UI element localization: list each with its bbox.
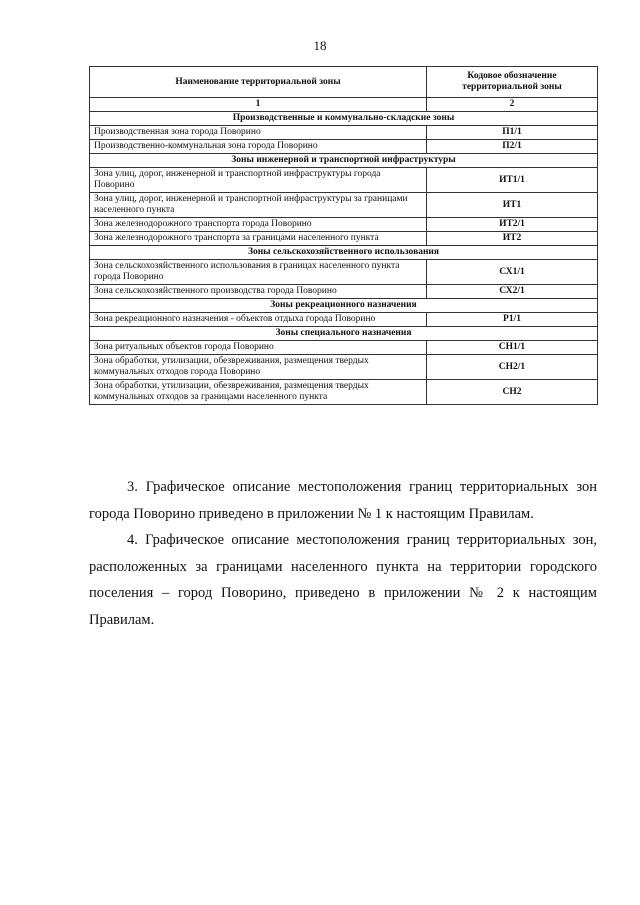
zone-code: П2/1 xyxy=(427,140,598,154)
column-number-row xyxy=(90,98,598,112)
header-zone-name: Наименование территориальной зоны xyxy=(90,67,427,98)
section-row xyxy=(90,154,598,168)
zone-code: ИТ2/1 xyxy=(427,218,598,232)
zone-name: Производственно-коммунальная зона города Поворино xyxy=(90,140,427,154)
zone-name: Производственная зона города Поворино xyxy=(90,126,427,140)
zones-table xyxy=(89,66,598,405)
zone-code: Р1/1 xyxy=(427,313,598,327)
table-row xyxy=(90,380,598,405)
section-title: Зоны рекреационного назначения xyxy=(90,299,598,313)
table-row xyxy=(90,126,598,140)
zone-name: Зона железнодорожного транспорта города Поворино xyxy=(90,218,427,232)
page-number: 18 xyxy=(313,38,327,53)
table-row xyxy=(90,341,598,355)
column-number: 2 xyxy=(427,98,598,112)
paragraph-4-text: 4. Графическое описание местоположения границ территориальных зон, расположенных за границами населенного пункта на территории городского поселения – город Поворино, приведено в приложении № 2 к настоящим Правилам. xyxy=(89,532,597,628)
table-row xyxy=(90,218,598,232)
table-row xyxy=(90,260,598,285)
paragraph-3 xyxy=(89,474,597,527)
table-row xyxy=(90,355,598,380)
zone-name: Зона улиц, дорог, инженерной и транспортной инфраструктуры за границами населенного пункта xyxy=(90,193,427,218)
section-row xyxy=(90,246,598,260)
zone-name: Зона обработки, утилизации, обезвреживания, размещения твердых коммунальных отходов города Поворино xyxy=(90,355,427,380)
section-title: Производственные и коммунально-складские зоны xyxy=(90,112,598,126)
zone-name: Зона рекреационного назначения - объектов отдыха города Поворино xyxy=(90,313,427,327)
column-number: 1 xyxy=(90,98,427,112)
section-row xyxy=(90,112,598,126)
table-row xyxy=(90,193,598,218)
paragraph-3-text: 3. Графическое описание местоположения границ территориальных зон города Поворино приведено в приложении № 1 к настоящим Правилам. xyxy=(89,479,597,522)
section-row xyxy=(90,327,598,341)
header-zone-code: Кодовое обозначение территориальной зоны xyxy=(427,67,598,98)
zone-name: Зона сельскохозяйственного использования в границах населенного пункта города Поворино xyxy=(90,260,427,285)
zone-name: Зона железнодорожного транспорта за границами населенного пункта xyxy=(90,232,427,246)
table-header-row xyxy=(90,67,598,98)
zone-code: СХ2/1 xyxy=(427,285,598,299)
zone-name: Зона сельскохозяйственного производства города Поворино xyxy=(90,285,427,299)
zone-code: СН1/1 xyxy=(427,341,598,355)
zone-code: ИТ1/1 xyxy=(427,168,598,193)
section-row xyxy=(90,299,598,313)
section-title: Зоны инженерной и транспортной инфраструктуры xyxy=(90,154,598,168)
table-row xyxy=(90,285,598,299)
zone-code: СН2 xyxy=(427,380,598,405)
table-row xyxy=(90,313,598,327)
zone-code: П1/1 xyxy=(427,126,598,140)
section-title: Зоны специального назначения xyxy=(90,327,598,341)
table-row xyxy=(90,140,598,154)
paragraph-4 xyxy=(89,527,597,633)
zone-name: Зона улиц, дорог, инженерной и транспортной инфраструктуры города Поворино xyxy=(90,168,427,193)
zone-code: ИТ1 xyxy=(427,193,598,218)
table-row xyxy=(90,168,598,193)
zone-name: Зона обработки, утилизации, обезвреживания, размещения твердых коммунальных отходов за границами населенного пункта xyxy=(90,380,427,405)
section-title: Зоны сельскохозяйственного использования xyxy=(90,246,598,260)
zone-code: ИТ2 xyxy=(427,232,598,246)
zone-code: СХ1/1 xyxy=(427,260,598,285)
zone-name: Зона ритуальных объектов города Поворино xyxy=(90,341,427,355)
zone-code: СН2/1 xyxy=(427,355,598,380)
table-row xyxy=(90,232,598,246)
